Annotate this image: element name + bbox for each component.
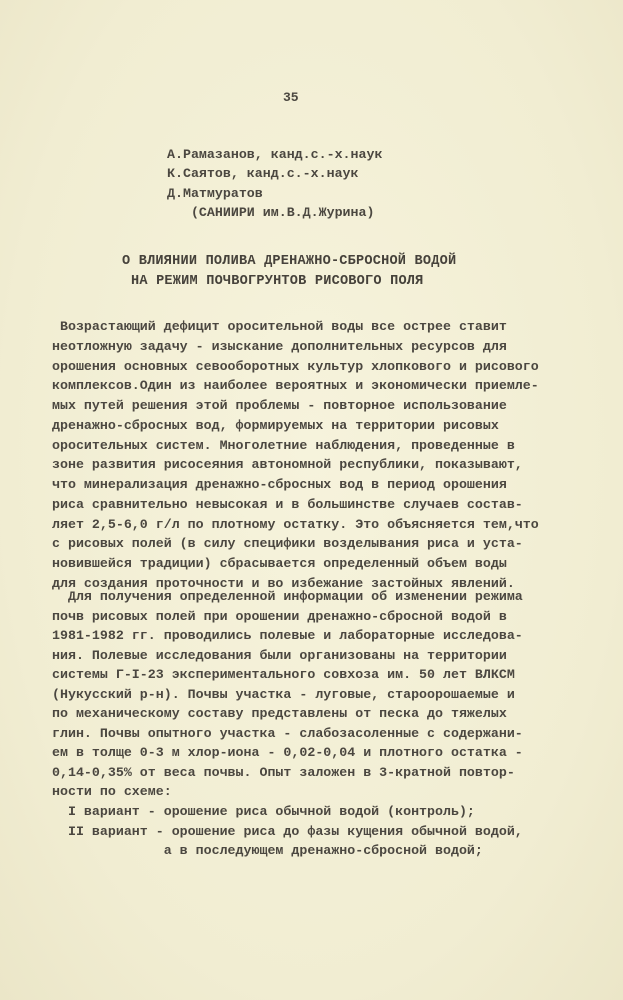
text-line: почв рисовых полей при орошении дренажно-сбросной водой в bbox=[52, 608, 507, 624]
text-line: а в последующем дренажно-сбросной водой; bbox=[52, 843, 483, 859]
text-line: орошения основных севооборотных культур хлопкового и рисового bbox=[52, 358, 539, 374]
text-line: ности по схеме: bbox=[52, 784, 172, 799]
text-line: с рисовых полей (в силу специфики возделывания риса и уста- bbox=[52, 536, 523, 552]
text-line: что минерализация дренажно-сбросных вод в период орошения bbox=[52, 477, 507, 492]
text-line: 0,14-0,35% от веса почвы. Опыт заложен в 3-кратной повтор- bbox=[52, 764, 515, 780]
text-line: ем в толще 0-3 м хлор-иона - 0,02-0,04 и плотного остатка - bbox=[52, 745, 523, 760]
text-line: дренажно-сбросных вод, формируемых на территории рисовых bbox=[52, 417, 499, 433]
author-line: А.Рамазанов, канд.с.-х.наук bbox=[167, 147, 383, 162]
text-line: ния. Полевые исследования были организованы на территории bbox=[52, 647, 507, 663]
author-affiliation: (САНИИРИ им.В.Д.Журина) bbox=[167, 205, 375, 220]
text-line: по механическому составу представлены от песка до тяжелых bbox=[52, 706, 507, 721]
page-number: 35 bbox=[283, 90, 299, 105]
text-line: комплексов.Один из наиболее вероятных и экономически приемле- bbox=[52, 378, 539, 394]
text-line: I вариант - орошение риса обычной водой (контроль); bbox=[52, 804, 475, 819]
article-title-line: НА РЕЖИМ ПОЧВОГРУНТОВ РИСОВОГО ПОЛЯ bbox=[131, 274, 424, 289]
text-line: для создания проточности и во избежание застойных явлений. bbox=[52, 575, 515, 591]
text-line: ляет 2,5-6,0 г/л по плотному остатку. Это объясняется тем,что bbox=[52, 516, 539, 532]
text-line: II вариант - орошение риса до фазы кущения обычной водой, bbox=[52, 823, 523, 839]
text-line: мых путей решения этой проблемы - повторное использование bbox=[52, 398, 507, 413]
text-line: глин. Почвы опытного участка - слабозасоленные с содержани- bbox=[52, 725, 523, 741]
text-line: оросительных систем. Многолетние наблюдения, проведенные в bbox=[52, 437, 515, 453]
text-line: неотложную задачу - изыскание дополнительных ресурсов для bbox=[52, 338, 507, 354]
text-line: риса сравнительно невысокая и в большинстве случаев состав- bbox=[52, 496, 523, 512]
author-line: Д.Матмуратов bbox=[167, 186, 263, 201]
author-line: К.Саятов, канд.с.-х.наук bbox=[167, 166, 359, 181]
text-line: Для получения определенной информации об изменении режима bbox=[52, 589, 523, 604]
text-line: новившейся традиции) сбрасывается определенный объем воды bbox=[52, 556, 507, 571]
text-line: 1981-1982 гг. проводились полевые и лабораторные исследова- bbox=[52, 628, 523, 643]
text-line: Возрастающий дефицит оросительной воды все острее ставит bbox=[52, 319, 507, 334]
text-line: зоне развития рисосеяния автономной республики, показывают, bbox=[52, 457, 523, 473]
text-line: (Нукусский р-н). Почвы участка - луговые, староорошаемые и bbox=[52, 686, 515, 702]
text-line: системы Г-I-23 экспериментального совхоза им. 50 лет ВЛКСМ bbox=[52, 667, 515, 682]
article-title-line: О ВЛИЯНИИ ПОЛИВА ДРЕНАЖНО-СБРОСНОЙ ВОДОЙ bbox=[122, 254, 457, 269]
